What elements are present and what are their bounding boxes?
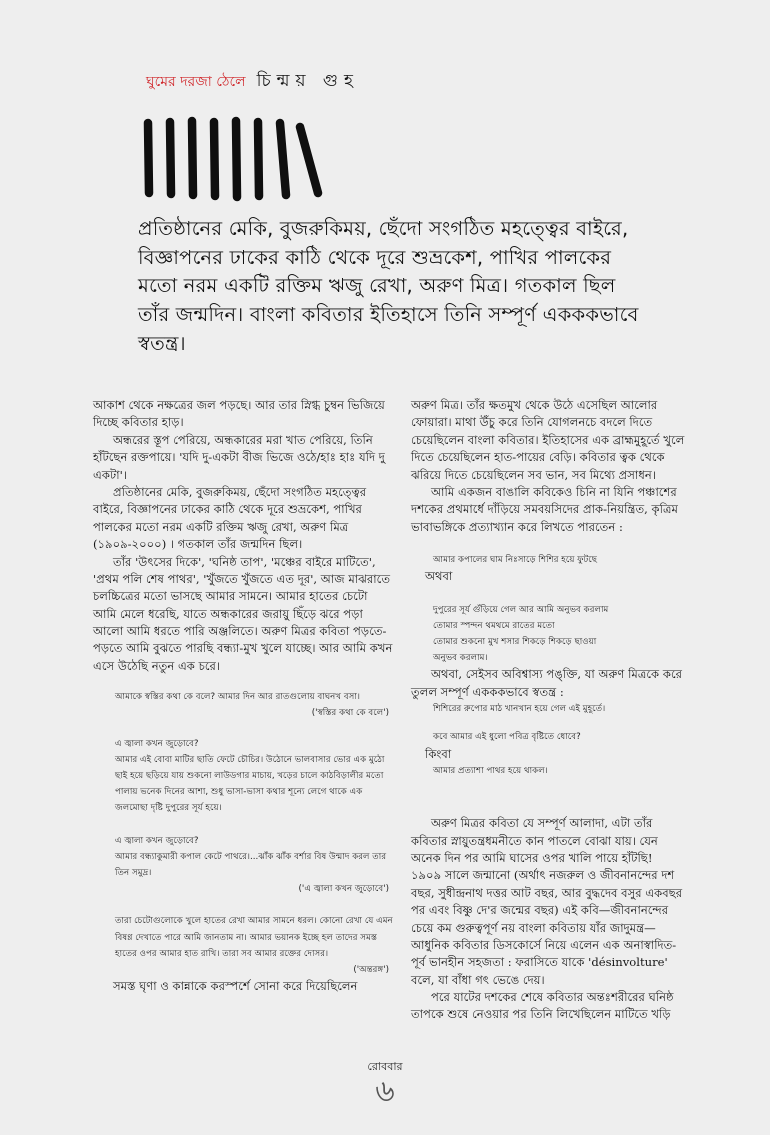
- section-name: রোববার: [367, 1060, 403, 1073]
- poem-source: ('অন্তরঙ্গ'): [353, 964, 389, 975]
- article-header: [146, 68, 359, 96]
- poem-excerpt: [115, 913, 393, 978]
- column-kicker: ঘুমের দরজা ঠেলে: [146, 74, 246, 90]
- poem-line: আমার কপালের ঘাম নিঃসাড়ে শিশির হয়ে ফুটছে: [433, 555, 598, 566]
- body-paragraph: অথবা, সেইসব অবিশ্বাস্য পঙ্‌ক্তি, যা অরুণ মিত্রকে করে তুলল সম্পূর্ণ একককভাবে স্বতন্ত্র :: [411, 667, 682, 699]
- poem-excerpt: [115, 833, 393, 898]
- poem-line: তোমার শুকনো মুখ শসার শিকড়ে শিকড়ে ছাওয়া: [433, 637, 597, 648]
- poem-source: ('এ জ্বালা কখন জুড়োবে'): [298, 884, 389, 895]
- body-paragraph: অরুণ মিত্র। তাঁর ক্ষতমুখ থেকে উঠে এসেছিল আলোর ফোয়ারা। মাথা উঁচু করে তিনি যোগলনচে বদলে দিতে চেয়েছিলেন বাংলা কবিতার। ইতিহাসের এক ব্রাহ্মমুহূর্তে খুলে দিতে চেয়েছিলেন হাত-পায়ের বেড়ি। কবিতার ত্বক থেকে ঝরিয়ে দিতে চেয়েছিলেন সব ভান, সব মিথ্যে প্রসাধন।: [411, 398, 685, 482]
- connector-text: কিংবা: [425, 746, 452, 761]
- body-paragraph: আমি একজন বাঙালি কবিকেও চিনি না যিনি পঞ্চাশের দশকের প্রথমার্ধে দাঁড়িয়ে সমবয়সিদের প্রাক-নিয়ন্ত্রিত, কৃত্রিম ভাবাভঙ্গিকে প্রত্যাখ্যান করে লিখতে পারতেন :: [411, 484, 678, 534]
- body-paragraph: তাঁর 'উৎসের দিকে', 'ঘনিষ্ঠ তাপ', 'মঞ্চের বাইরে মাটিতে', 'প্রথম পলি শেষ পাথর', 'খুঁজতে খুঁজতে এত দূর', আজ মাঝরাতে চলচ্চিত্রের মতো ভাসছে আমার সামনে। আমার হাতের চেটো আমি মেলে ধরেছি, যাতে অন্ধকারের জরায়ু ছিঁড়ে ঝরে পড়া আলো আমি ধরতে পারি অঞ্জলিতে। অরুণ মিত্রর কবিতা পড়তে-পড়তে আমি বুঝতে পারছি বন্ধ্যা-মুখ খুলে যাচ্ছে। আর আমি কখন এসে উঠেছি নতুন এক চরে।: [93, 554, 393, 673]
- poem-line: আমার প্রত্যাশা পাথর হয়ে থাকল।: [433, 766, 548, 776]
- poem-excerpt: [115, 689, 393, 721]
- poem-excerpt: [433, 701, 686, 717]
- brush-stroke: [236, 121, 237, 197]
- body-paragraph: অন্ধরের স্তূপ পেরিয়ে, অন্ধকারের মরা খাত পেরিয়ে, তিনি হাঁটছেন রক্তপায়ে। 'যদি দু-একটা বীজ ভিজে ওঠে/হাঃ হাঃ যদি দু একটা'।: [93, 432, 385, 482]
- brush-stroke: [192, 121, 193, 195]
- brush-stroke: [214, 122, 215, 196]
- poem-excerpt: [115, 736, 393, 817]
- body-paragraph: প্রতিষ্ঠানের মেকি, বুজরুকিময়, ছেঁদো সংগঠিত মহত্ত্বের বাইরে, বিজ্ঞাপনের ঢাকের কাঠি থেকে দূরে শুভ্রকেশ, পাখির পালকের মতো নরম একটি রক্তিম ঋজু রেখা, অরুণ মিত্র (১৯০৯-২০০০) । গতকাল তাঁর জন্মদিন ছিল।: [93, 484, 367, 552]
- left-column: [93, 397, 393, 995]
- lead-paragraph: প্রতিষ্ঠানের মেকি, বুজরুকিময়, ছেঁদো সংগঠিত মহত্ত্বের বাইরে, বিজ্ঞাপনের ঢাকের কাঠি থেকে দূরে শুভ্রকেশ, পাখির পালকের মতো নরম একটি রক্তিম ঋজু রেখা, অরুণ মিত্র। গতকাল ছিল তাঁর জন্মদিন। বাংলা কবিতার ইতিহাসে তিনি সম্পূর্ণ একককভাবে স্বতন্ত্র।: [138, 217, 639, 355]
- connector-text: অথবা: [425, 569, 453, 584]
- poem-text: আমার এই বোবা মাটির ছাতি ফেটে চৌচির। উঠোনে ভালবাসার ভোর এক মুঠো ছাই হয়ে ছড়িয়ে যায় শুকনো লাউডগার মাচায়, খড়ের চালে কাঠবিড়ালীর মতো পালায় ভনেক দিনের আশা, শুধু ভাসা-ভাসা কথার শূন্যে লেগে থাকে এক জলমোছা দৃষ্টি দুপুরের সূর্য হয়ে।: [115, 754, 385, 814]
- body-paragraph: আকাশ থেকে নক্ষত্রের জল পড়ছে। আর তার স্নিগ্ধ চুম্বন ভিজিয়ে দিচ্ছে কবিতার হাড়।: [93, 398, 385, 430]
- page-number: ৬: [375, 1074, 395, 1109]
- poem-excerpt: [433, 729, 686, 745]
- poem-line: এ জ্বালা কখন জুড়োবে?: [115, 738, 199, 749]
- poem-line: শিশিরের রুপোর মাঠ খানখান হয়ে গেল এই মুহূর্তে।: [433, 704, 606, 715]
- body-paragraph: অরুণ মিত্রর কবিতা যে সম্পূর্ণ আলাদা, এটা তাঁর কবিতার স্নায়ুতন্ত্রধমনীতে কান পাতলে বোঝা যায়। যেন অনেক দিন পর আমি ঘাসের ওপর খালি পায়ে হাঁটছি! ১৯০৯ সালে জন্মানো (অর্থাৎ নজরুল ও জীবনানন্দের দশ বছর, সুধীন্দ্রনাথ দত্তর আট বছর, আর বুদ্ধদেব বসুর একবছর পর এবং বিষ্ণু দে'র জন্মের বছর) এই কবি—জীবনানন্দের চেয়ে কম গুরুত্বপূর্ণ নয় বাংলা কবিতায় যাঁর জাদুমন্ত্র—আধুনিক কবিতার ডিসকোর্সে নিয়ে এলেন এক অনাস্বাদিত-পূর্ব ভানহীন সহজতা : ফরাসিতে যাকে 'désinvolture' বলে, যা বাঁধা গৎ ভেঙে দেয়।: [411, 816, 683, 987]
- decorative-brush-strokes: [140, 113, 340, 203]
- poem-excerpt: [433, 552, 686, 568]
- poem-line: দুপুরের সূর্য গুঁড়িয়ে গেল আর আমি অনুভব করলাম: [433, 604, 609, 615]
- poem-text: আমার বন্ধ্যাকুমারী কপাল কেটে পাথরে।...ঝাঁক ঝাঁক বর্শার বিষ উন্মাদ করল তার তিন সমুদ্র।: [115, 851, 387, 878]
- poem-line: এ জ্বালা কখন জুড়োবে?: [115, 835, 199, 846]
- poem-line: অনুভব করলাম।: [433, 653, 488, 664]
- author-name: চিন্ময় গুহ: [256, 71, 359, 91]
- brush-stroke: [280, 123, 286, 195]
- poem-text: আমাকে স্বস্তির কথা কে বলে? আমার দিন আর রাতগুলোয় বাঘনখ বসা।: [115, 692, 361, 703]
- poem-excerpt: [433, 602, 686, 667]
- poem-source: ('স্বস্তির কথা কে বলে'): [311, 708, 389, 719]
- body-paragraph: পরে যাটের দশকের শেষে কবিতার অন্তঃশরীরের ঘনিষ্ঠ তাপকে শুষে নেওয়ার পর তিনি লিখেছিলেন মাটিতে খড়ি: [411, 990, 674, 1022]
- brush-stroke: [258, 122, 259, 196]
- brush-stroke: [170, 122, 171, 194]
- page-folio: [0, 1058, 770, 1107]
- brush-stroke: [300, 127, 318, 193]
- right-column: [411, 397, 686, 1024]
- brush-stroke: [148, 123, 149, 193]
- poem-text: তারা চেটোগুলোকে খুলে হাতের রেখা আমার সামনে ধরল। কোনো রেখা যে এমন বিষণ্ণ দেখাতে পারে আমি জানতাম না। আমার ভয়ানক ইচ্ছে হল তাদের সমস্ত হাতের ওপর আমার হাত রাখি। তারা সব আমার রক্তের দোসর।: [115, 916, 393, 959]
- poem-line: কবে আমার এই ধুলো পবিত্র বৃষ্টিতে ধোবে?: [433, 732, 581, 743]
- poem-excerpt: [433, 763, 686, 779]
- poem-line: তোমার স্পন্দন থমথমে রাতের মতো: [433, 620, 555, 631]
- body-paragraph: সমস্ত ঘৃণা ও কান্নাকে করস্পর্শে সোনা করে দিয়েছিলেন: [113, 979, 358, 994]
